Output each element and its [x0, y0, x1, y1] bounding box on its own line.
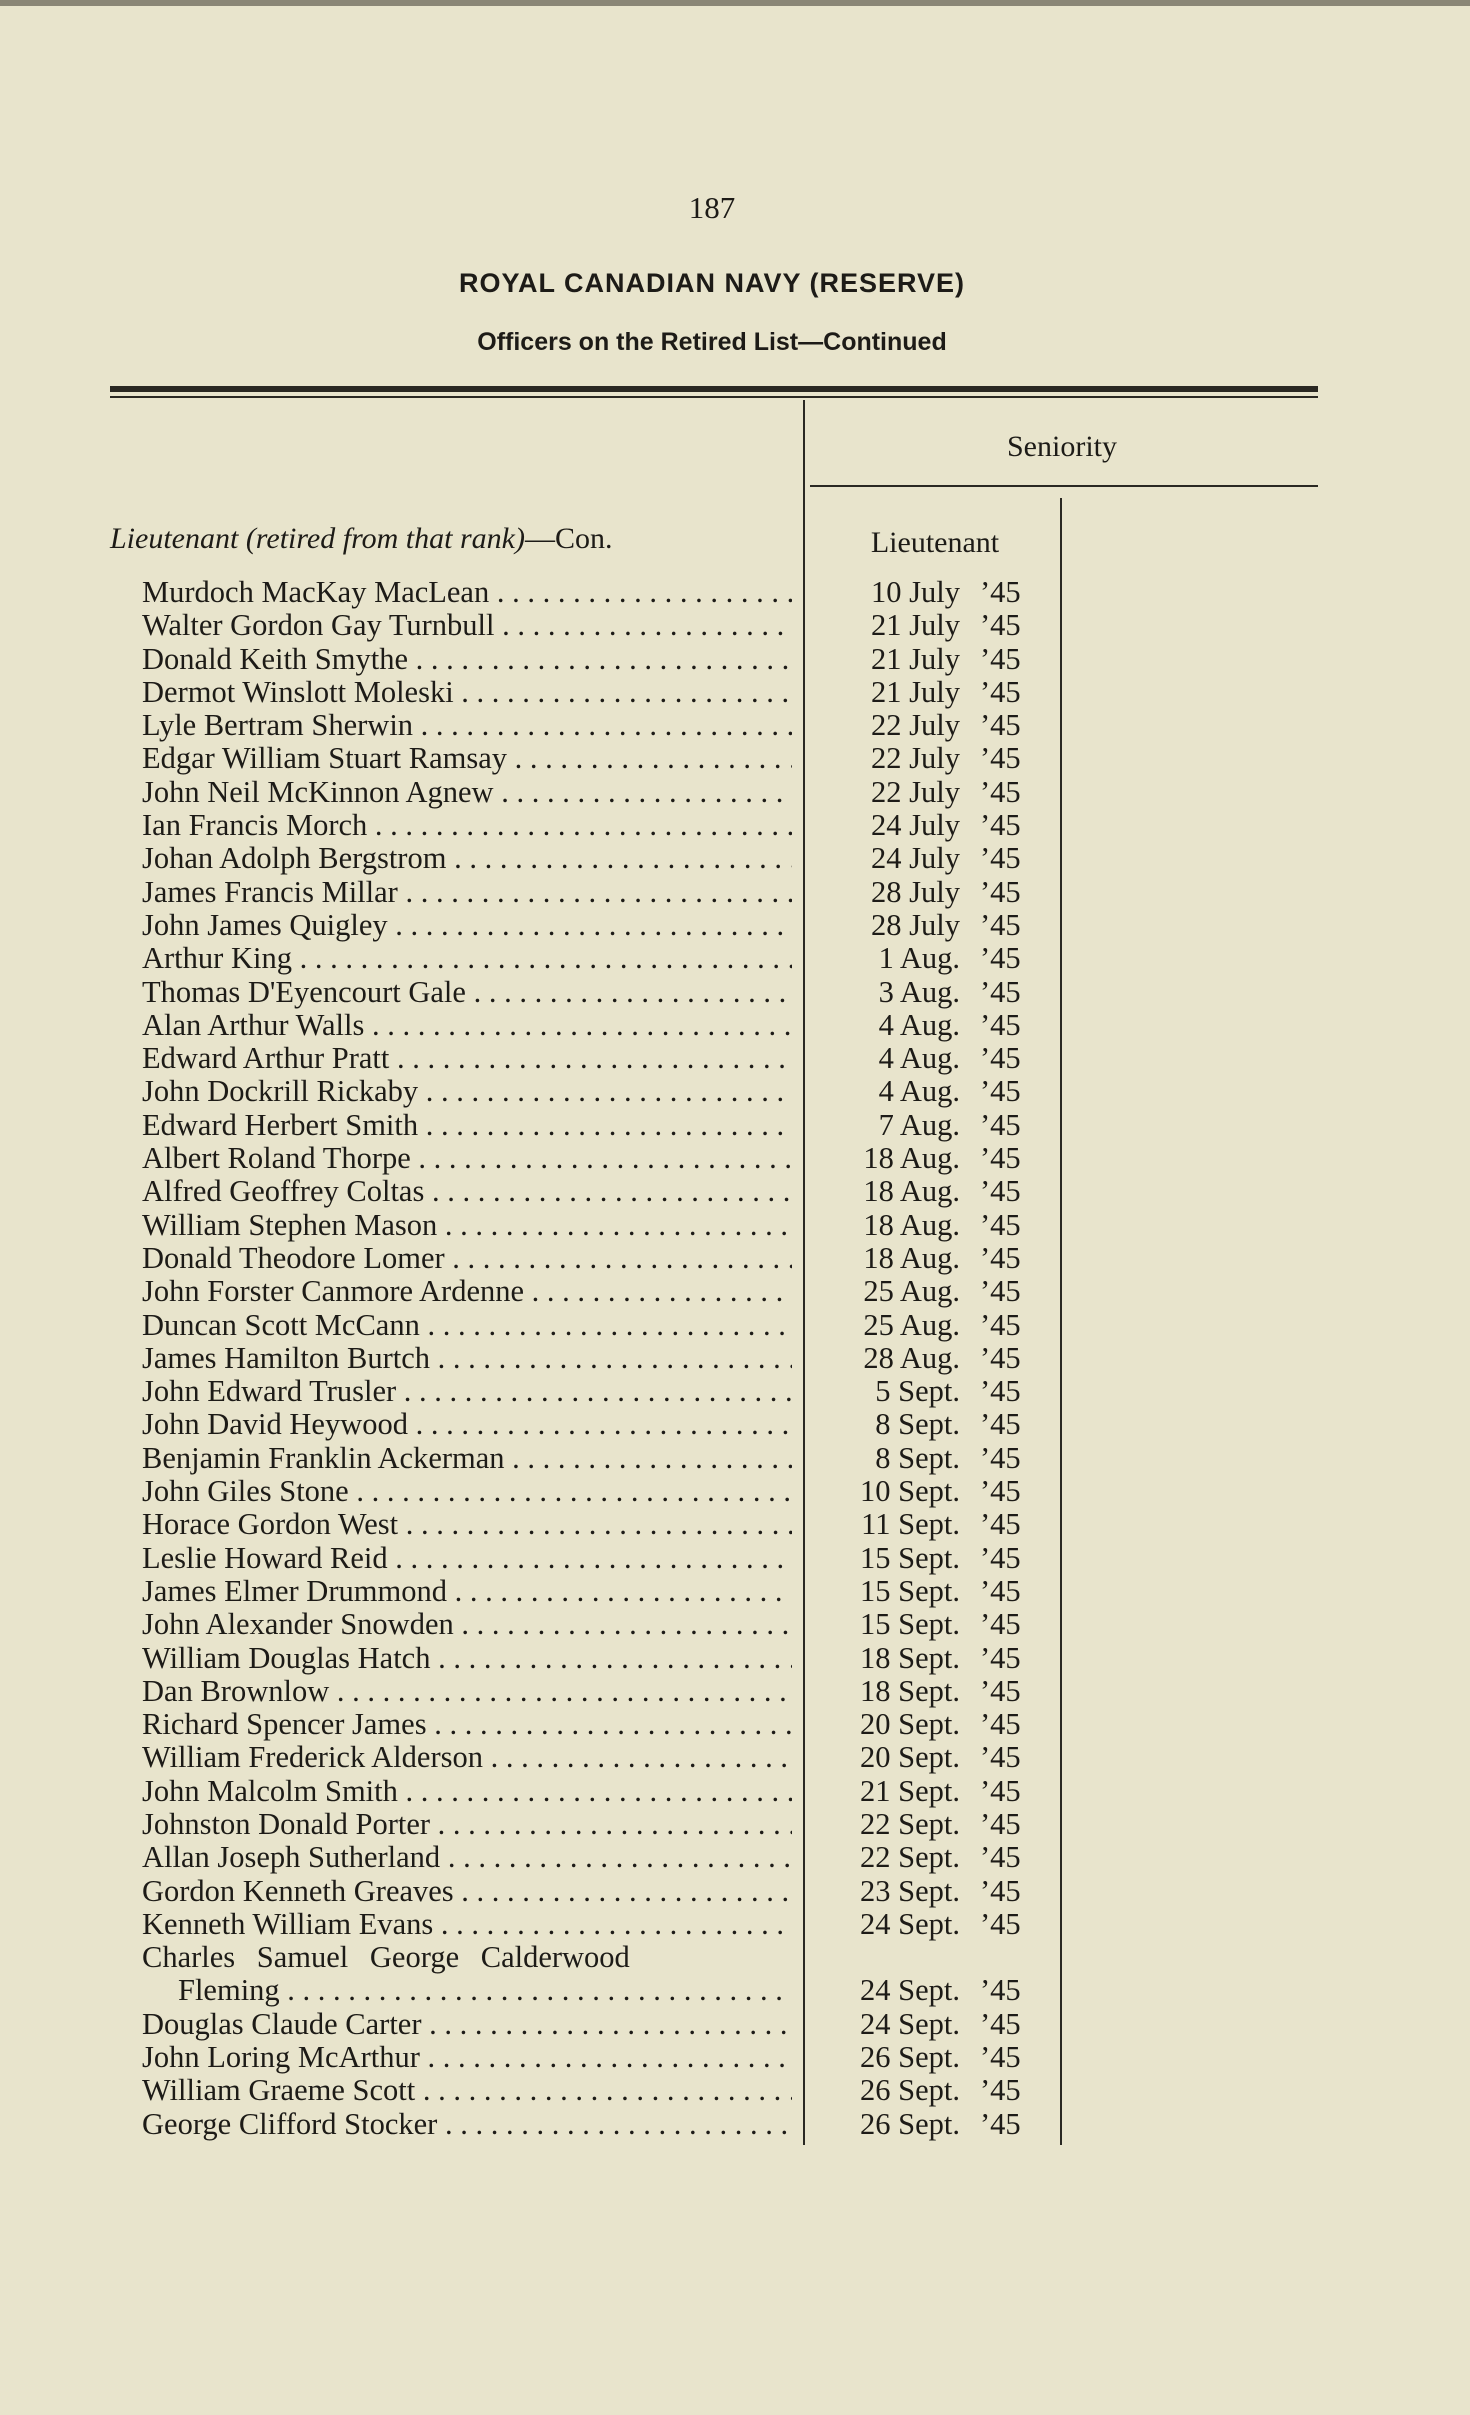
seniority-date: 22 July — [871, 741, 960, 776]
officer-row — [0, 1175, 1470, 1208]
seniority-date: 28 July — [871, 907, 960, 942]
officer-name: Leslie Howard Reid . . . — [142, 1542, 792, 1575]
seniority-year: ’45 — [980, 1307, 1021, 1342]
seniority-date: 18 Sept. — [860, 1673, 960, 1708]
seniority-year: ’45 — [980, 874, 1021, 909]
seniority-date: 24 Sept. — [860, 2006, 960, 2041]
officer-name: John Giles Stone . . . — [142, 1475, 792, 1508]
officer-row — [0, 2041, 1470, 2074]
officer-row — [0, 1941, 1470, 2008]
seniority-year: ’45 — [980, 1141, 1021, 1176]
officer-name: William Graeme Scott . . . — [142, 2074, 792, 2107]
seniority-date: 20 Sept. — [860, 1707, 960, 1742]
seniority-date: 28 Aug. — [863, 1340, 960, 1375]
seniority-year: ’45 — [980, 1174, 1021, 1209]
seniority-date: 22 Sept. — [860, 1840, 960, 1875]
officer-name: Richard Spencer James . . . — [142, 1708, 792, 1741]
officer-name: Edward Herbert Smith . . . — [142, 1109, 792, 1142]
seniority-year: ’45 — [980, 1773, 1021, 1808]
officer-row — [0, 2008, 1470, 2041]
seniority-year: ’45 — [980, 1973, 1021, 2008]
seniority-header-rule — [810, 485, 1318, 487]
officer-row — [0, 942, 1470, 975]
officer-name: Dermot Winslott Moleski . . . — [142, 676, 792, 709]
officer-row — [0, 1808, 1470, 1841]
seniority-date: 22 July — [871, 774, 960, 809]
officer-row — [0, 1741, 1470, 1774]
seniority-date: 25 Aug. — [863, 1307, 960, 1342]
officer-row — [0, 1542, 1470, 1575]
officer-name: Johan Adolph Bergstrom . . . — [142, 842, 792, 875]
rank-heading-suffix: —Con. — [524, 522, 613, 555]
seniority-date: 20 Sept. — [860, 1740, 960, 1775]
seniority-year: ’45 — [980, 841, 1021, 876]
officer-row — [0, 1075, 1470, 1108]
seniority-date: 4 Aug. — [878, 1074, 960, 1109]
officer-row — [0, 1575, 1470, 1608]
officer-name: Lyle Bertram Sherwin . . . — [142, 709, 792, 742]
seniority-date: 18 Sept. — [860, 1640, 960, 1675]
seniority-date: 18 Aug. — [863, 1240, 960, 1275]
seniority-date: 4 Aug. — [878, 1041, 960, 1076]
officer-name: Alfred Geoffrey Coltas . . . — [142, 1175, 792, 1208]
officer-name: William Douglas Hatch . . . — [142, 1642, 792, 1675]
officer-name: Edward Arthur Pratt . . . — [142, 1042, 792, 1075]
seniority-date: 24 July — [871, 808, 960, 843]
officer-name: James Francis Millar . . . — [142, 876, 792, 909]
officer-name: Douglas Claude Carter . . . — [142, 2008, 792, 2041]
officer-name: John Neil McKinnon Agnew . . . — [142, 776, 792, 809]
seniority-date: 18 Aug. — [863, 1174, 960, 1209]
seniority-year: ’45 — [980, 2073, 1021, 2108]
seniority-date: 26 Sept. — [860, 2106, 960, 2141]
officer-name-line2: Fleming . . . — [142, 1974, 792, 2007]
officer-list — [0, 576, 1470, 2141]
seniority-year: ’45 — [980, 1906, 1021, 1941]
seniority-year: ’45 — [980, 708, 1021, 743]
officer-row — [0, 676, 1470, 709]
officer-name — [142, 1941, 792, 2008]
seniority-year: ’45 — [980, 1806, 1021, 1841]
seniority-year: ’45 — [980, 1607, 1021, 1642]
rank-heading-italic: Lieutenant (retired from that rank) — [110, 522, 525, 555]
officer-name: Edgar William Stuart Ramsay . . . — [142, 742, 792, 775]
seniority-year: ’45 — [980, 1440, 1021, 1475]
seniority-year: ’45 — [980, 1640, 1021, 1675]
officer-name: Ian Francis Morch . . . — [142, 809, 792, 842]
seniority-date: 21 Sept. — [860, 1773, 960, 1808]
officer-row — [0, 1209, 1470, 1242]
seniority-date: 15 Sept. — [860, 1573, 960, 1608]
seniority-year: ’45 — [980, 941, 1021, 976]
seniority-year: ’45 — [980, 1407, 1021, 1442]
seniority-year: ’45 — [980, 1107, 1021, 1142]
rank-heading — [110, 522, 612, 556]
officer-row — [0, 1875, 1470, 1908]
lieutenant-column-header: Lieutenant — [870, 526, 1000, 559]
seniority-date: 22 Sept. — [860, 1806, 960, 1841]
page-title: ROYAL CANADIAN NAVY (RESERVE) — [458, 268, 966, 298]
seniority-column-header: Seniority — [1007, 430, 1117, 463]
officer-row — [0, 1675, 1470, 1708]
seniority-year: ’45 — [980, 608, 1021, 643]
officer-row — [0, 1342, 1470, 1375]
seniority-year: ’45 — [980, 1240, 1021, 1275]
officer-row — [0, 1908, 1470, 1941]
seniority-year: ’45 — [980, 1074, 1021, 1109]
seniority-date: 11 Sept. — [861, 1507, 960, 1542]
officer-row — [0, 1642, 1470, 1675]
officer-row — [0, 1408, 1470, 1441]
officer-row — [0, 709, 1470, 742]
seniority-year: ’45 — [980, 2040, 1021, 2075]
seniority-year: ’45 — [980, 1374, 1021, 1409]
seniority-date: 21 July — [871, 641, 960, 676]
officer-name: Kenneth William Evans . . . — [142, 1908, 792, 1941]
officer-row — [0, 842, 1470, 875]
officer-row — [0, 609, 1470, 642]
seniority-year: ’45 — [980, 2006, 1021, 2041]
officer-name: Dan Brownlow . . . — [142, 1675, 792, 1708]
officer-row — [0, 1109, 1470, 1142]
officer-name-line1: Charles Samuel George Calderwood — [142, 1941, 630, 1975]
officer-name: Albert Roland Thorpe . . . — [142, 1142, 792, 1175]
officer-name: George Clifford Stocker . . . — [142, 2108, 792, 2141]
officer-row — [0, 742, 1470, 775]
seniority-year: ’45 — [980, 1274, 1021, 1309]
seniority-date: 24 July — [871, 841, 960, 876]
officer-row — [0, 2074, 1470, 2107]
seniority-year: ’45 — [980, 1840, 1021, 1875]
officer-row — [0, 1608, 1470, 1641]
seniority-year: ’45 — [980, 2106, 1021, 2141]
seniority-date: 21 July — [871, 674, 960, 709]
officer-row — [0, 1841, 1470, 1874]
officer-name: Walter Gordon Gay Turnbull . . . — [142, 609, 792, 642]
seniority-date: 1 Aug. — [878, 941, 960, 976]
officer-name: William Stephen Mason . . . — [142, 1209, 792, 1242]
seniority-year: ’45 — [980, 1540, 1021, 1575]
officer-name: Alan Arthur Walls . . . — [142, 1009, 792, 1042]
officer-name: John Alexander Snowden . . . — [142, 1608, 792, 1641]
seniority-year: ’45 — [980, 974, 1021, 1009]
seniority-date: 23 Sept. — [860, 1873, 960, 1908]
officer-name: Arthur King . . . — [142, 942, 792, 975]
seniority-year: ’45 — [980, 1873, 1021, 1908]
officer-name: James Elmer Drummond . . . — [142, 1575, 792, 1608]
seniority-year: ’45 — [980, 774, 1021, 809]
officer-row — [0, 1708, 1470, 1741]
seniority-date: 8 Sept. — [875, 1440, 960, 1475]
seniority-year: ’45 — [980, 1007, 1021, 1042]
officer-row — [0, 1042, 1470, 1075]
officer-row — [0, 1009, 1470, 1042]
seniority-date: 15 Sept. — [860, 1540, 960, 1575]
seniority-year: ’45 — [980, 575, 1021, 609]
officer-name: Donald Keith Smythe . . . — [142, 643, 792, 676]
officer-row — [0, 976, 1470, 1009]
header-rule-thick — [110, 386, 1318, 392]
seniority-date: 22 July — [871, 708, 960, 743]
officer-name: Thomas D'Eyencourt Gale . . . — [142, 976, 792, 1009]
officer-name: John Forster Canmore Ardenne . . . — [142, 1275, 792, 1308]
seniority-date: 18 Aug. — [863, 1141, 960, 1176]
officer-name: John David Heywood . . . — [142, 1408, 792, 1441]
seniority-date: 24 Sept. — [860, 1906, 960, 1941]
seniority-year: ’45 — [980, 808, 1021, 843]
officer-name: John Malcolm Smith . . . — [142, 1775, 792, 1808]
officer-name: Gordon Kenneth Greaves . . . — [142, 1875, 792, 1908]
officer-name: John Loring McArthur . . . — [142, 2041, 792, 2074]
officer-row — [0, 776, 1470, 809]
seniority-year: ’45 — [980, 1340, 1021, 1375]
officer-name: William Frederick Alderson . . . — [142, 1741, 792, 1774]
seniority-date: 5 Sept. — [875, 1374, 960, 1409]
officer-name: John James Quigley . . . — [142, 909, 792, 942]
officer-row — [0, 1475, 1470, 1508]
seniority-date: 18 Aug. — [863, 1207, 960, 1242]
seniority-year: ’45 — [980, 1507, 1021, 1542]
seniority-year: ’45 — [980, 1207, 1021, 1242]
seniority-year: ’45 — [980, 907, 1021, 942]
seniority-year: ’45 — [980, 1673, 1021, 1708]
officer-name: Benjamin Franklin Ackerman . . . — [142, 1442, 792, 1475]
officer-name: John Edward Trusler . . . — [142, 1375, 792, 1408]
seniority-date: 10 Sept. — [860, 1474, 960, 1509]
officer-name: John Dockrill Rickaby . . . — [142, 1075, 792, 1108]
seniority-year: ’45 — [980, 1573, 1021, 1608]
officer-row — [0, 1242, 1470, 1275]
officer-name: Duncan Scott McCann . . . — [142, 1309, 792, 1342]
officer-name: Donald Theodore Lomer . . . — [142, 1242, 792, 1275]
seniority-date: 24 Sept. — [860, 1973, 960, 2008]
officer-name: Horace Gordon West . . . — [142, 1508, 792, 1541]
officer-row — [0, 1508, 1470, 1541]
seniority-date: 28 July — [871, 874, 960, 909]
officer-row — [0, 576, 1470, 609]
seniority-date: 26 Sept. — [860, 2040, 960, 2075]
seniority-date: 25 Aug. — [863, 1274, 960, 1309]
seniority-date: 10 July — [871, 575, 960, 609]
seniority-year: ’45 — [980, 1740, 1021, 1775]
header-rule-thin — [110, 396, 1318, 398]
officer-row — [0, 1275, 1470, 1308]
seniority-date: 8 Sept. — [875, 1407, 960, 1442]
officer-name: Allan Joseph Sutherland . . . — [142, 1841, 792, 1874]
officer-name: James Hamilton Burtch . . . — [142, 1342, 792, 1375]
page-subtitle: Officers on the Retired List—Continued — [477, 328, 947, 356]
officer-name: Johnston Donald Porter . . . — [142, 1808, 792, 1841]
seniority-year: ’45 — [980, 1474, 1021, 1509]
seniority-date: 15 Sept. — [860, 1607, 960, 1642]
page-number: 187 — [688, 190, 736, 225]
seniority-date: 7 Aug. — [878, 1107, 960, 1142]
officer-row — [0, 1775, 1470, 1808]
officer-row — [0, 876, 1470, 909]
seniority-year: ’45 — [980, 741, 1021, 776]
page-top-edge — [0, 0, 1470, 6]
officer-name: Murdoch MacKay MacLean . . . — [142, 576, 792, 609]
seniority-year: ’45 — [980, 1707, 1021, 1742]
officer-row — [0, 909, 1470, 942]
seniority-date: 26 Sept. — [860, 2073, 960, 2108]
officer-row — [0, 1375, 1470, 1408]
seniority-year: ’45 — [980, 674, 1021, 709]
officer-row — [0, 1309, 1470, 1342]
officer-row — [0, 1142, 1470, 1175]
officer-row — [0, 2108, 1470, 2141]
seniority-date: 3 Aug. — [878, 974, 960, 1009]
seniority-year: ’45 — [980, 1041, 1021, 1076]
officer-row — [0, 1442, 1470, 1475]
seniority-year: ’45 — [980, 641, 1021, 676]
officer-row — [0, 643, 1470, 676]
seniority-date: 4 Aug. — [878, 1007, 960, 1042]
seniority-date: 21 July — [871, 608, 960, 643]
officer-row — [0, 809, 1470, 842]
